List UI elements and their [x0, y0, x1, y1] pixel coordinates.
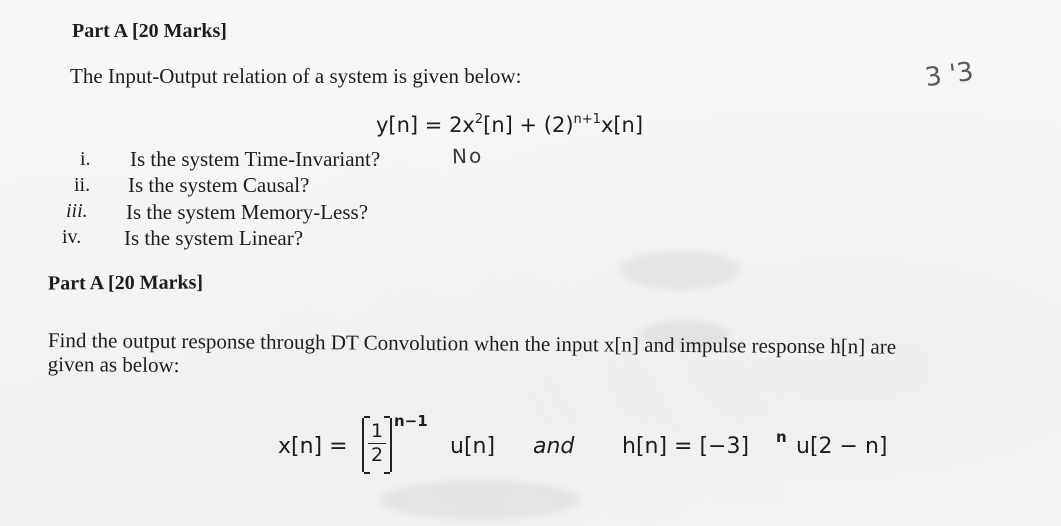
part-a-title: Part A [20 Marks] — [72, 20, 227, 42]
equation-mid: [n] + (2) — [483, 113, 574, 137]
question-number: ii. — [74, 174, 91, 196]
unit-step-x: u[n] — [450, 434, 496, 459]
handwritten-answer: No — [451, 143, 484, 169]
question-text: Is the system Linear? — [124, 226, 304, 250]
x-signal-lhs: x[n] = — [278, 434, 348, 459]
instructions-line-2: given as below: — [47, 351, 180, 378]
bracket-fraction — [362, 418, 392, 472]
unit-step-h: u[2 − n] — [796, 434, 888, 459]
question-number: i. — [80, 148, 91, 170]
intro-text: The Input-Output relation of a system is given below: — [70, 64, 522, 88]
equation-exponent: n+1 — [573, 112, 601, 127]
conjunction-and: and — [533, 434, 575, 459]
equation-square: 2 — [474, 112, 484, 127]
question-number: iv. — [62, 226, 82, 248]
fraction-denominator: 2 — [370, 444, 384, 466]
question-text: Is the system Memory-Less? — [126, 200, 369, 224]
question-number: iii. — [66, 200, 88, 222]
convolution-instructions — [48, 328, 897, 383]
equation-rhs: x[n] — [600, 113, 644, 137]
instructions-line-1: Find the output response through DT Convolution when the input x[n] and impulse response h[n] are — [47, 328, 897, 359]
question-text: Is the system Causal? — [128, 173, 310, 197]
fraction-numerator: 1 — [368, 420, 386, 444]
equation-lhs: y[n] = 2x — [376, 113, 475, 137]
x-signal-exponent: n−1 — [394, 412, 428, 430]
h-signal-lhs: h[n] = [−3] — [622, 434, 750, 459]
question-text: Is the system Time-Invariant? — [130, 147, 381, 171]
part-a-title-2: Part A [20 Marks] — [47, 271, 204, 295]
handwritten-margin-note: 3 '3 — [923, 56, 976, 94]
h-signal-exponent: n — [776, 428, 787, 446]
io-relation-equation — [376, 112, 643, 137]
